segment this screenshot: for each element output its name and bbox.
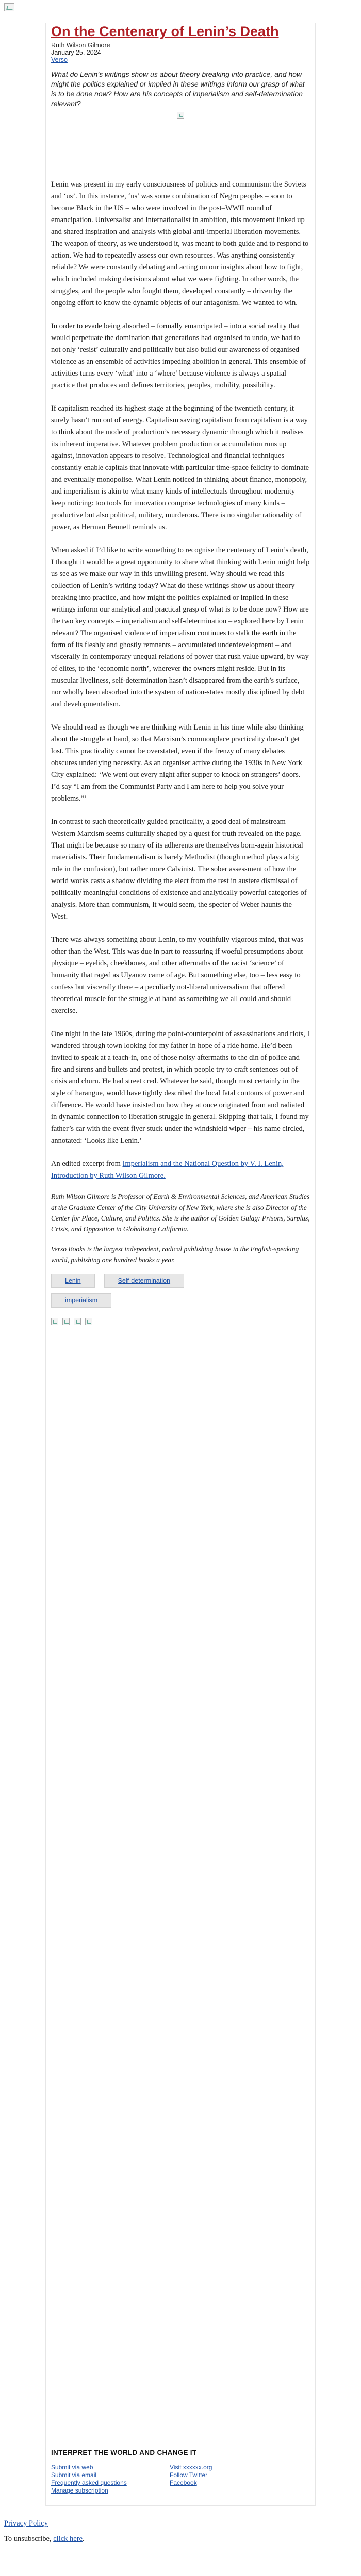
source-prefix: An edited excerpt from [51, 1160, 123, 1168]
share-icon[interactable] [85, 1318, 92, 1325]
article-meta [51, 42, 310, 63]
body-paragraph: In order to evade being absorbed – formally emancipated – into a social reality that would perpetuate the domination that generations had organised to undo, we had to not only ‘resist’ culturally and politically but also build our awareness of organised violence as an ensemble of activities impeding abolition in general. This ensemble of activities turns every ‘what’ into a ‘where’ because violence is always a spatial practice that produces and defines territories, peoples, mobility, possibility. [51, 322, 306, 389]
unsubscribe-link[interactable]: click here [53, 2535, 83, 2543]
body-paragraph: There was always something about Lenin, to my youthfully vigorous mind, that was other than the West. This was due in part to reassuring if woeful presumptions about physique – eyelids, cheekbones, and other aftermaths of the racist ‘science’ of humanity that raged as Ulyanov came of age. But something else, too – less easy to confess but viscerally there – a peculiarly not-liberal universalism that offered theoretical muscle for the struggle at hand as something we all could and should exercise. [51, 936, 303, 1015]
share-icon[interactable] [51, 1318, 58, 1325]
newsletter-footer [51, 2449, 309, 2495]
footer-link-twitter[interactable]: Follow Twitter [170, 2471, 208, 2479]
tag-lenin[interactable]: Lenin [51, 1274, 95, 1288]
verso-blurb: Verso Books is the largest independent, radical publishing house in the English-speaking world, publishing one hundred books a year. [51, 1245, 299, 1264]
body-paragraph: If capitalism reached its highest stage at the beginning of the twentieth century, it surely hasn’t run out of energy. Capitalism saving capitalism from capitalism is a way to think about the mode of production’s necessary dynamic through which it realises its inherent imperative. Whatever problem production or accumulation runs up against, innovation appears to resolve. Technological and financial techniques constantly enable capitals that innovate with particular time-space felicity to dominate and eventually monopolise. What Lenin noticed in thinking about finance, monopoly, and imperialism is akin to what many kinds of intellectuals throughout modernity keep noticing: too tools for innovation comprise technologies of many kinds – productive but also political, military, murderous. There is no singular rationality of power, as Herman Bennett reminds us. [51, 404, 309, 531]
privacy-policy-link[interactable]: Privacy Policy [4, 2519, 48, 2528]
unsubscribe-prefix: To unsubscribe, [4, 2535, 54, 2543]
footer-link-submit-email[interactable]: Submit via email [51, 2471, 97, 2479]
footer-spacer [170, 2487, 288, 2495]
hero-image-icon [177, 112, 184, 119]
body-paragraph: We should read as though we are thinking with Lenin in his time while also thinking about the struggle at hand, so that Marxism’s commonplace practicality doesn’t get lost. This practicality cannot be overstated, even if the frenzy of many debates obscures underlying necessity. As an organiser active during the 1930s in New York City explained: ‘We went out every night after supper to knock on strangers’ doors. I’d say “I am from the Communist Party and I am here to help you solve your problems.”’ [51, 723, 304, 803]
share-icon[interactable] [62, 1318, 70, 1325]
unsubscribe-suffix: . [83, 2535, 85, 2543]
publisher-link[interactable]: Verso [51, 56, 68, 63]
source-book-link[interactable]: Imperialism and the National Question by V. I. Lenin, Introduction by Ruth Wilson Gilmore. [51, 1160, 284, 1180]
standfirst: What do Lenin’s writings show us about theory breaking into practice, and how might the politics explained or implied in these writings inform our grasp of what is to be done now? How are his concepts of imperialism and self-determination relevant? [51, 70, 305, 108]
footer-links [51, 2464, 309, 2495]
footer-heading: INTERPRET THE WORLD AND CHANGE IT [51, 2449, 197, 2456]
share-icon[interactable] [74, 1318, 81, 1325]
article-header [46, 23, 315, 119]
article-card [45, 23, 316, 2506]
footer-link-facebook[interactable]: Facebook [170, 2479, 197, 2486]
body-paragraph: In contrast to such theoretically guided practicality, a good deal of mainstream Western Marxism seems culturally shaped by a quest for truth revealed on the page. That might be because so many of its adherents are themselves born-again historical materialists. Their fundamentalism is barely Methodist (though method plays a big role in the confusion), but rather more Calvinist. The sober assessment of how the world works casts a shadow dividing the elect from the rest in austere dismissal of politically meaningful conditions of existence and analytically powerful categories of analysis. More than communism, it would seem, the specter of Weber haunts the West. [51, 818, 307, 921]
tag-self-determination[interactable]: Self-determination [104, 1274, 184, 1288]
broken-image-icon [4, 3, 14, 11]
author-name: Ruth Wilson Gilmore [51, 42, 110, 49]
tag-imperialism[interactable]: imperialism [51, 1293, 111, 1308]
source-line [46, 1158, 315, 1182]
share-row [46, 1308, 315, 1325]
publish-date: January 25, 2024 [51, 49, 101, 56]
body-paragraph: One night in the late 1960s, during the point-counterpoint of assassinations and riots, I wandered through town looking for my father in hope of a ride home. He’d been invited to speak at a teach-in, one of those noisy aftermaths to the din of police and fire and sirens and bullets and protest, in which people try to craft sentences out of crisis and churn. He had street cred. Whatever he said, though most certainly in the style of harangue, would have tightly described the local fatal contours of power and difference. He would have insisted on how they at once originated from and radiated in dynamic connection to liberation struggle in general. Skipping that talk, I found my father’s car with the event flyer stuck under the windshield wiper – his name circled, annotated: ‘Looks like Lenin.’ [51, 1030, 310, 1145]
article-body [46, 179, 315, 1325]
article-title-link[interactable]: On the Centenary of Lenin’s Death [51, 24, 279, 39]
unsubscribe-line [4, 2535, 85, 2544]
author-bio: Ruth Wilson Gilmore is Professor of Earth & Environmental Sciences, and American Studies at the Graduate Center of the City University of New York, where she is also Director of the Center for Place, Culture, and Politics. She is the author of Golden Gulag: Prisons, Surplus, Crisis, and Opposition in Globalizing California. [51, 1193, 310, 1233]
body-paragraph: When asked if I’d like to write something to recognise the centenary of Lenin’s death, I thought it would be a great opportunity to share what thinking with Lenin might help us see as we make our way in this unwilling present. Why should we read this collection of Lenin’s writing today? What do these writings show us about theory breaking into practice, and how might the politics explained or implied in these writings inform our analytical and practical grasp of what is to be done now? How are the two key concepts – imperialism and self-determination – explored here by Lenin relevant? The organised violence of imperialism continues to stalk the earth in the form of its fleshly and ghostly remnants – accumulated underdevelopment – and viscerally in contemporary unequal relations of power that rush value upward, by way of elites, to the ‘economic north’, wherever the owners might reside. But in its muscular liveliness, self-determination hasn’t disappeared from the earth’s surface, nor wholly been absorbed into the system of nation-states mostly disciplined by debt and developmentalism. [51, 546, 310, 708]
footer-link-faq[interactable]: Frequently asked questions [51, 2479, 127, 2486]
footer-link-submit-web[interactable]: Submit via web [51, 2464, 93, 2471]
footer-link-visit-site[interactable]: Visit xxxxxx.org [170, 2464, 212, 2471]
tag-list [46, 1274, 252, 1308]
body-paragraph: Lenin was present in my early consciousness of politics and communism: the Soviets and ‘us’. In this instance, ‘us’ was some combination of Negro peoples – soon to become Black in the US – who were involved in the post–WWII round of emancipation. Universalist and internationalist in ambition, this movement linked up and shared inspiration and analysis with global anti-imperial liberation movements. The weapon of theory, as we understood it, was meant to both guide and to respond to action. We had to repeatedly assess our own resources. Was anything consistently reliable? We were constantly debating and acting on our insights about how to fight, which included making decisions about what we were fighting. In other words, the struggles, and the people who fought them, developed constantly – driven by the ongoing effort to know the dynamic objects of our antagonism. We wanted to win. [51, 180, 309, 307]
footer-link-manage-subscription[interactable]: Manage subscription [51, 2487, 108, 2494]
